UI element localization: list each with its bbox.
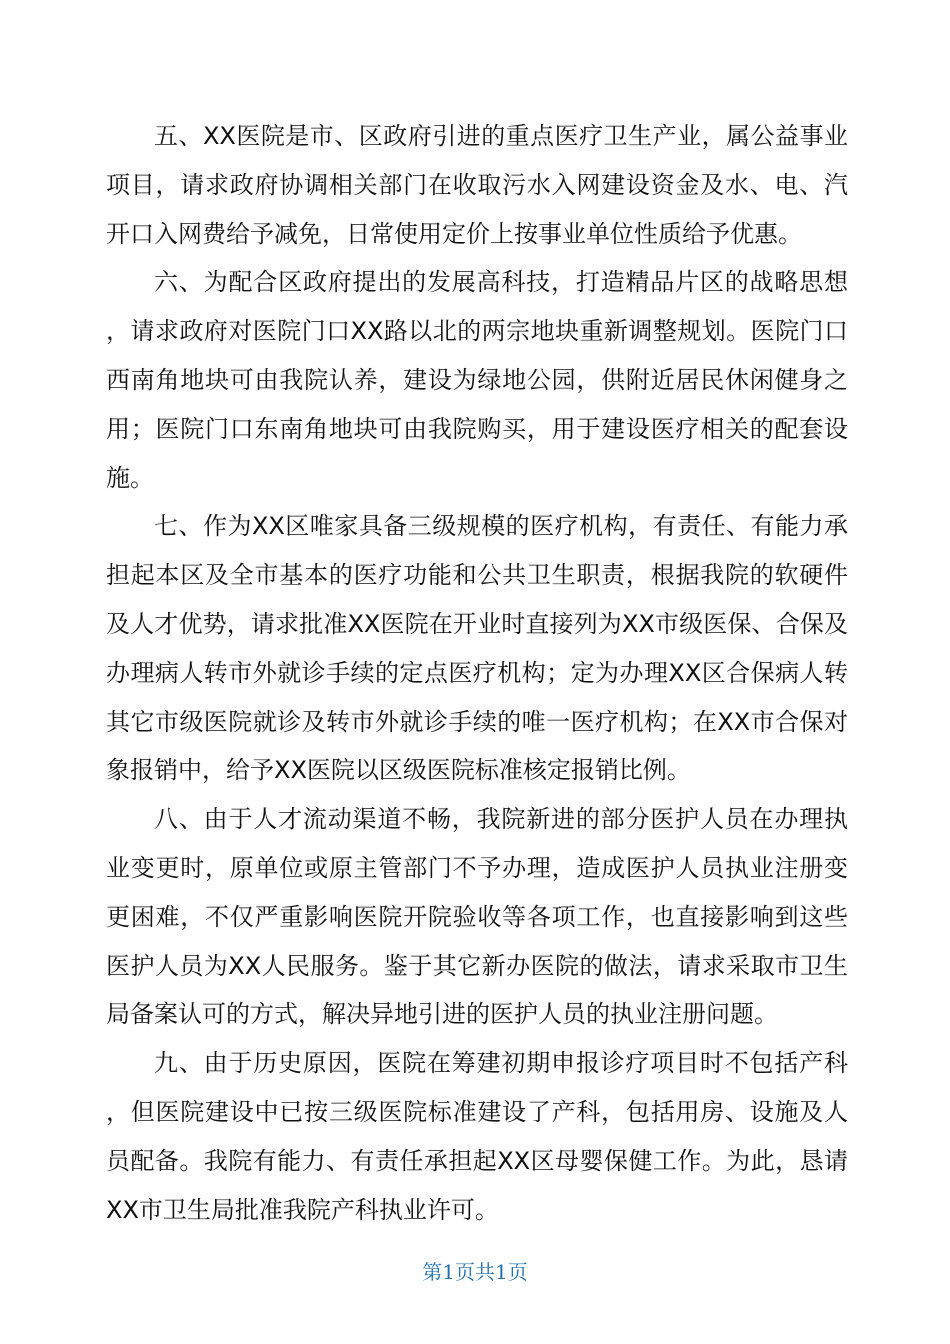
paragraph-6: 六、为配合区政府提出的发展高科技，打造精品片区的战略思想，请求政府对医院门口XX路以北的两宗地块重新调整规划。医院门口西南角地块可由我院认养，建设为绿地公园，供附近居民休闲健身之用；医院门口东南角地块可由我院购买，用于建设医疗相关的配套设施。: [106, 268, 848, 492]
paragraph-7: 七、作为XX区唯家具备三级规模的医疗机构，有责任、有能力承担起本区及全市基本的医疗功能和公共卫生职责，根据我院的软硬件及人才优势，请求批准XX医院在开业时直接列为XX市级医保、合保及办理病人转市外就诊手续的定点医疗机构；定为办理XX区合保病人转其它市级医院就诊及转市外就诊手续的唯一医疗机构；在XX市合保对象报销中，给予XX医院以区级医院标准核定报销比例。: [106, 512, 848, 785]
paragraph-9: 九、由于历史原因，医院在筹建初期申报诊疗项目时不包括产科，但医院建设中已按三级医院标准建设了产科，包括用房、设施及人员配备。我院有能力、有责任承担起XX区母婴保健工作。为此，恳请XX市卫生局批准我院产科执业许可。: [106, 1049, 848, 1224]
paragraph-5: 五、XX医院是市、区政府引进的重点医疗卫生产业，属公益事业项目，请求政府协调相关部门在收取污水入网建设资金及水、电、汽开口入网费给予减免，日常使用定价上按事业单位性质给予优惠。: [106, 122, 848, 248]
page-number-footer: 第1页共1页: [422, 1260, 528, 1284]
paragraph-8: 八、由于人才流动渠道不畅，我院新进的部分医护人员在办理执业变更时，原单位或原主管部门不予办理，造成医护人员执业注册变更困难，不仅严重影响医院开院验收等各项工作，也直接影响到这些医护人员为XX人民服务。鉴于其它新办医院的做法，请求采取市卫生局备案认可的方式，解决异地引进的医护人员的执业注册问题。: [106, 805, 848, 1029]
document-body: [106, 112, 848, 1234]
